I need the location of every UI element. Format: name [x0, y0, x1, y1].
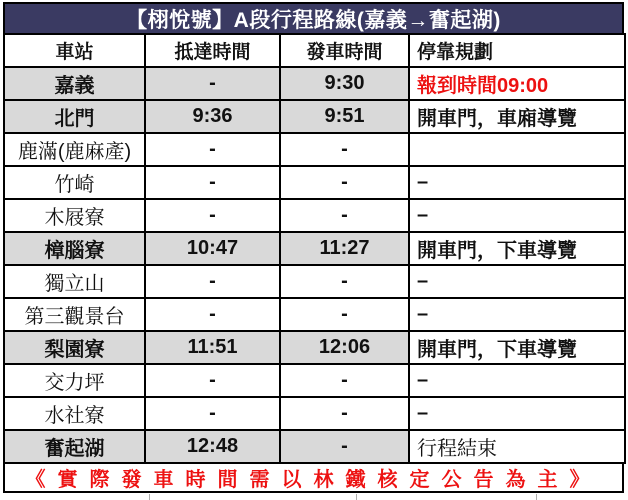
departure-cell: 9:30 [280, 67, 409, 100]
table-row [4, 331, 625, 364]
arrival-cell: - [145, 199, 280, 232]
arrival-cell: - [145, 265, 280, 298]
departure-cell: - [280, 199, 409, 232]
column-header-plan: 停靠規劃 [409, 34, 625, 67]
arrival-cell: - [145, 133, 280, 166]
table-row [4, 100, 625, 133]
plan-cell: – [409, 397, 625, 430]
station-cell: 北門 [4, 100, 145, 133]
notice-text: 《實際發車時間需以林鐵核定公告為主》 [25, 469, 602, 491]
arrival-cell: - [145, 397, 280, 430]
departure-cell: - [280, 265, 409, 298]
departure-cell: - [280, 298, 409, 331]
table-row [4, 199, 625, 232]
arrival-cell: - [145, 166, 280, 199]
arrival-cell: 10:47 [145, 232, 280, 265]
column-header-departure: 發車時間 [280, 34, 409, 67]
table-row [4, 265, 625, 298]
table-row [4, 133, 625, 166]
arrival-cell: - [145, 364, 280, 397]
plan-cell: 行程結束 [409, 430, 625, 463]
departure-cell: - [280, 133, 409, 166]
next-table-partial-row [0, 493, 628, 500]
plan-cell: 開車門，下車導覽 [409, 331, 625, 364]
gridline [149, 494, 150, 500]
arrival-cell: - [145, 298, 280, 331]
timetable-body [4, 67, 625, 463]
departure-cell: 12:06 [280, 331, 409, 364]
station-cell: 梨園寮 [4, 331, 145, 364]
timetable-sheet [3, 2, 624, 493]
header-row [4, 34, 625, 67]
plan-cell: – [409, 364, 625, 397]
plan-cell: 報到時間09:00 [409, 67, 625, 100]
column-header-station: 車站 [4, 34, 145, 67]
station-cell: 獨立山 [4, 265, 145, 298]
title-bar [3, 2, 624, 35]
plan-cell: – [409, 166, 625, 199]
station-cell: 水社寮 [4, 397, 145, 430]
gridline [356, 494, 357, 500]
table-row [4, 397, 625, 430]
station-cell: 竹崎 [4, 166, 145, 199]
plan-cell: – [409, 298, 625, 331]
plan-cell: – [409, 265, 625, 298]
arrival-cell: 9:36 [145, 100, 280, 133]
plan-cell: – [409, 199, 625, 232]
table-row [4, 364, 625, 397]
departure-cell: - [280, 166, 409, 199]
departure-cell: - [280, 364, 409, 397]
station-cell: 交力坪 [4, 364, 145, 397]
plan-cell: 開車門，車廂導覽 [409, 100, 625, 133]
departure-cell: - [280, 430, 409, 463]
station-cell: 鹿滿(鹿麻產) [4, 133, 145, 166]
arrival-cell: 11:51 [145, 331, 280, 364]
column-header-arrival: 抵達時間 [145, 34, 280, 67]
station-cell: 奮起湖 [4, 430, 145, 463]
notice-row [3, 462, 624, 493]
station-cell: 樟腦寮 [4, 232, 145, 265]
gridline [536, 494, 537, 500]
station-cell: 木屐寮 [4, 199, 145, 232]
table-row [4, 298, 625, 331]
station-cell: 嘉義 [4, 67, 145, 100]
arrival-cell: 12:48 [145, 430, 280, 463]
table-row [4, 430, 625, 463]
table-row [4, 67, 625, 100]
arrival-cell: - [145, 67, 280, 100]
plan-cell [409, 133, 625, 166]
plan-cell: 開車門，下車導覽 [409, 232, 625, 265]
station-cell: 第三觀景台 [4, 298, 145, 331]
timetable [3, 33, 626, 464]
departure-cell: 9:51 [280, 100, 409, 133]
table-row [4, 166, 625, 199]
departure-cell: - [280, 397, 409, 430]
page-title: 【栩悅號】A段行程路線(嘉義→奮起湖) [126, 8, 501, 32]
table-row [4, 232, 625, 265]
departure-cell: 11:27 [280, 232, 409, 265]
